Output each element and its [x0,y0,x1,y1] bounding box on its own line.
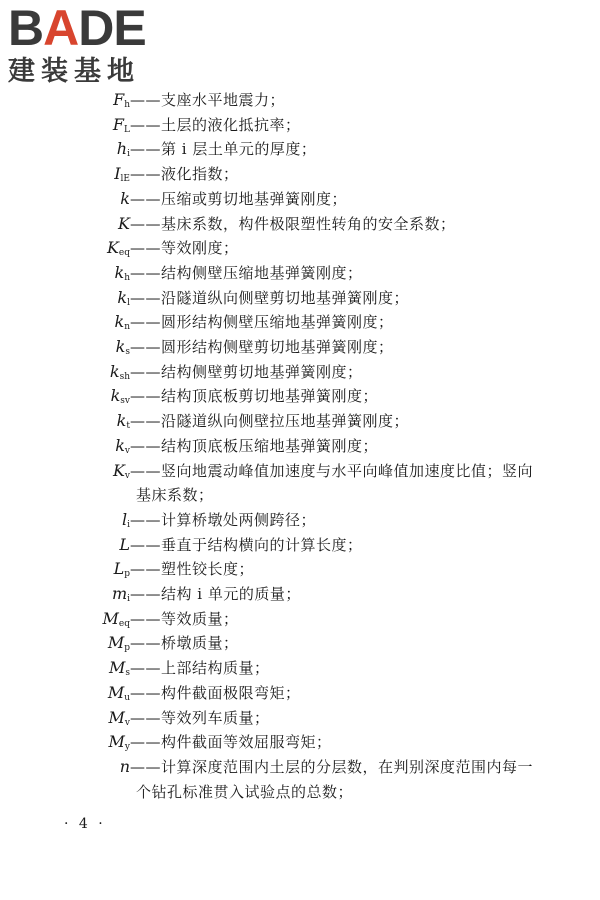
symbol-base: M [108,707,125,727]
logo-letter-a: A [43,0,79,56]
symbol-base: k [109,361,120,381]
symbol-subscript: L [124,124,130,135]
symbol-subscript: p [124,569,130,580]
symbol-base: I [114,164,121,184]
symbol-base: k [116,411,127,431]
symbol-subscript: p [124,643,130,654]
logo-letters-b: B [8,0,44,56]
symbol-base: k [115,435,125,455]
symbol-base: M [107,633,125,653]
symbol-row [0,730,600,754]
symbol-subscript: y [124,742,130,753]
symbol-row [0,508,600,532]
symbol-base: M [107,682,125,702]
symbol-row [0,607,600,631]
symbol-notation [120,187,130,211]
symbol-notation [118,212,130,236]
symbol-subscript: v [124,717,130,728]
symbol-base: K [112,460,125,480]
symbol-base: k [114,312,125,332]
symbol-row [0,384,600,408]
symbol-row [0,236,600,260]
symbol-row [0,286,600,310]
symbol-row [0,557,600,581]
symbol-base: M [108,658,126,678]
symbol-base: n [119,756,130,776]
symbol-description: ——结构顶底板压缩地基弹簧刚度； [130,436,379,455]
logo-wordmark [8,2,178,54]
symbol-description: ——垂直于结构横向的计算长度； [130,535,363,554]
symbol-subscript: n [124,322,130,333]
symbol-description: ——结构侧壁剪切地基弹簧刚度； [130,362,363,381]
symbol-subscript: sv [120,396,130,407]
symbol-description: ——等效质量； [130,609,239,628]
symbol-row [0,162,600,186]
symbol-subscript: sh [119,371,130,382]
logo-letters-de: DE [78,0,146,56]
symbol-description: ——结构侧壁压缩地基弹簧刚度； [130,263,363,282]
symbol-description: ——塑性铰长度； [130,560,255,579]
symbol-description: ——结构 i 单元的质量； [130,585,301,603]
symbol-description: ——压缩或剪切地基弹簧刚度； [130,189,348,208]
logo-subtitle: 建装基地 [8,56,140,87]
logo [8,2,178,92]
page-number: · 4 · [64,816,106,832]
symbol-subscript: i [127,594,130,604]
symbol-row [0,88,600,112]
symbol-row [0,212,600,236]
symbol-row [0,434,600,458]
symbol-base: K [106,238,119,258]
symbol-base: l [121,509,128,529]
symbol-base: K [118,213,130,233]
symbol-row [0,113,600,137]
symbol-row [0,582,600,606]
symbol-row [0,335,600,359]
symbol-subscript: eq [118,248,130,259]
symbol-row [0,755,600,779]
symbol-description: ——计算桥墩处两侧跨径； [130,510,317,529]
symbol-subscript: u [124,692,130,703]
symbol-description: ——上部结构质量； [130,659,270,678]
symbol-row-continuation [0,483,600,507]
symbol-row [0,360,600,384]
symbol-base: L [113,559,125,579]
symbol-row [0,656,600,680]
symbol-description: ——沿隧道纵向侧壁拉压地基弹簧刚度； [130,412,410,431]
symbol-subscript: s [125,668,130,679]
symbol-notation [119,533,130,557]
symbol-row [0,631,600,655]
symbol-base: k [110,386,121,406]
symbol-base: k [120,188,130,208]
symbol-notation [120,755,130,779]
symbol-description-continuation: 基床系数； [136,486,214,505]
symbol-base: M [108,732,125,752]
symbol-description: ——桥墩质量； [130,634,239,653]
symbol-description: ——沿隧道纵向侧壁剪切地基弹簧刚度； [130,288,410,307]
symbol-description: ——土层的液化抵抗率； [130,115,301,134]
symbol-description-continuation: 个钻孔标准贯入试验点的总数； [136,782,354,801]
symbol-base: M [102,608,119,628]
symbol-row [0,261,600,285]
symbol-base: m [111,584,128,603]
symbol-description: ——构件截面等效屈服弯矩； [130,733,332,752]
symbol-description: ——结构顶底板剪切地基弹簧刚度； [130,387,379,406]
symbol-row [0,706,600,730]
symbol-description: ——基床系数，构件极限塑性转角的安全系数； [130,214,456,233]
symbol-base: F [112,114,125,134]
symbol-row [0,459,600,483]
symbol-description: ——构件截面极限弯矩； [130,683,301,702]
symbol-row-continuation [0,780,600,804]
symbol-subscript: s [125,347,130,357]
symbol-subscript: h [124,272,130,283]
symbol-row [0,681,600,705]
symbol-subscript: h [124,100,130,110]
symbol-row [0,409,600,433]
symbol-description: ——圆形结构侧壁剪切地基弹簧刚度； [130,338,394,356]
symbol-subscript: eq [118,618,130,629]
symbol-subscript: i [127,519,130,530]
symbol-base: k [115,337,126,356]
symbol-description: ——圆形结构侧壁压缩地基弹簧刚度； [130,313,394,332]
symbol-subscript: v [124,470,130,481]
symbol-description: ——竖向地震动峰值加速度与水平向峰值加速度比值；竖向 [130,461,534,480]
symbol-row [0,187,600,211]
symbol-subscript: t [126,421,130,432]
symbol-description: ——第 i 层土单元的厚度； [130,140,317,159]
symbol-subscript: lE [120,174,130,185]
symbol-subscript: v [124,445,130,456]
symbol-base: F [113,90,125,109]
symbol-row [0,533,600,557]
symbol-description: ——液化指数； [130,165,239,184]
symbol-row [0,137,600,161]
symbol-row [0,310,600,334]
symbol-description: ——计算深度范围内土层的分层数，在判别深度范围内每一 [130,757,534,776]
symbol-description: ——等效刚度； [130,239,239,258]
symbol-base: k [114,262,125,282]
symbol-base: k [117,287,128,307]
symbol-description: ——支座水平地震力； [130,91,286,109]
symbol-description: ——等效列车质量； [130,708,270,727]
symbol-base: h [116,139,128,159]
symbol-base: L [119,534,130,554]
symbol-subscript: i [127,149,130,160]
symbol-subscript: l [127,297,130,308]
